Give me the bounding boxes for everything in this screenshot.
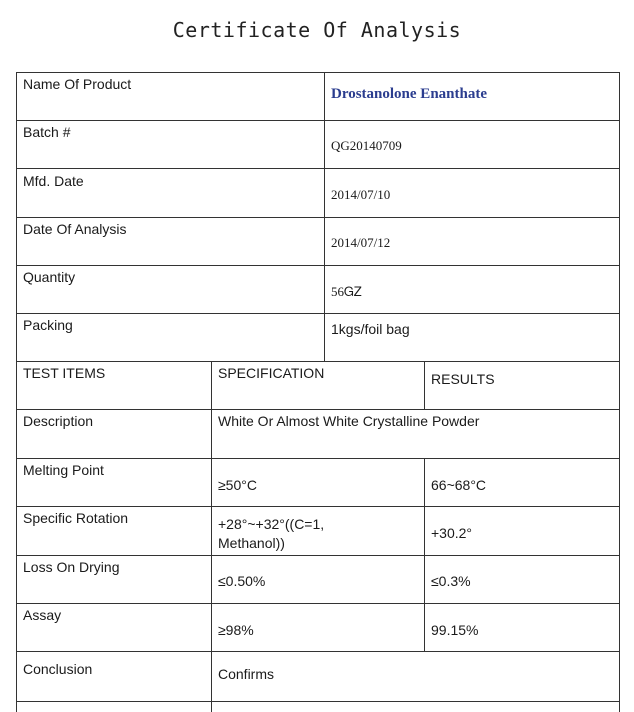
header-results: RESULTS bbox=[431, 371, 495, 387]
product-name: Drostanolone Enanthate bbox=[331, 86, 487, 102]
label-name-of-product: Name Of Product bbox=[23, 76, 132, 92]
result-specific-rotation: +30.2° bbox=[431, 525, 473, 541]
document-title: Certificate Of Analysis bbox=[172, 18, 462, 42]
column-divider bbox=[424, 361, 425, 409]
spec-melting-point: ≥50°C bbox=[218, 477, 257, 493]
row-divider bbox=[16, 361, 620, 362]
header-specification: SPECIFICATION bbox=[218, 365, 325, 381]
result-melting-point: 66~68°C bbox=[431, 477, 487, 493]
label-date-of-analysis: Date Of Analysis bbox=[23, 221, 127, 237]
quantity: 56ᏀᏃ bbox=[331, 284, 363, 299]
result-assay: 99.15% bbox=[431, 622, 479, 638]
batch-number: QG20140709 bbox=[331, 138, 402, 153]
item-loss-on-drying: Loss On Drying bbox=[23, 559, 120, 575]
spec-specific-rotation-line1: +28°~+32°((C=1, bbox=[218, 516, 325, 532]
header-test-items: TEST ITEMS bbox=[23, 365, 106, 381]
spec-specific-rotation-line2: Methanol)) bbox=[218, 535, 285, 551]
label-packing: Packing bbox=[23, 317, 73, 333]
item-melting-point: Melting Point bbox=[23, 462, 104, 478]
column-divider bbox=[324, 72, 325, 361]
column-divider bbox=[211, 361, 212, 712]
mfd-date: 2014/07/10 bbox=[331, 187, 391, 202]
spec-loss-on-drying: ≤0.50% bbox=[218, 573, 266, 589]
row-divider bbox=[16, 120, 620, 121]
row-divider bbox=[16, 265, 620, 266]
item-specific-rotation: Specific Rotation bbox=[23, 510, 129, 526]
spec-description: White Or Almost White Crystalline Powder bbox=[218, 413, 480, 429]
item-conclusion: Conclusion bbox=[23, 661, 93, 677]
row-divider bbox=[16, 603, 620, 604]
item-description: Description bbox=[23, 413, 94, 429]
item-assay: Assay bbox=[23, 607, 62, 623]
result-loss-on-drying: ≤0.3% bbox=[431, 573, 471, 589]
label-mfd-date: Mfd. Date bbox=[23, 173, 84, 189]
row-divider bbox=[16, 168, 620, 169]
row-divider bbox=[16, 458, 620, 459]
packing: 1kgs/foil bag bbox=[331, 321, 410, 337]
row-divider bbox=[16, 217, 620, 218]
date-of-analysis: 2014/07/12 bbox=[331, 235, 391, 250]
row-divider bbox=[16, 313, 620, 314]
row-divider bbox=[16, 651, 620, 652]
label-quantity: Quantity bbox=[23, 269, 76, 285]
column-divider bbox=[424, 458, 425, 651]
conclusion-value: Confirms bbox=[218, 666, 275, 682]
row-divider bbox=[16, 409, 620, 410]
row-divider bbox=[16, 506, 620, 507]
spec-assay: ≥98% bbox=[218, 622, 254, 638]
row-divider bbox=[16, 555, 620, 556]
row-divider bbox=[16, 701, 620, 702]
label-batch: Batch # bbox=[23, 124, 71, 140]
